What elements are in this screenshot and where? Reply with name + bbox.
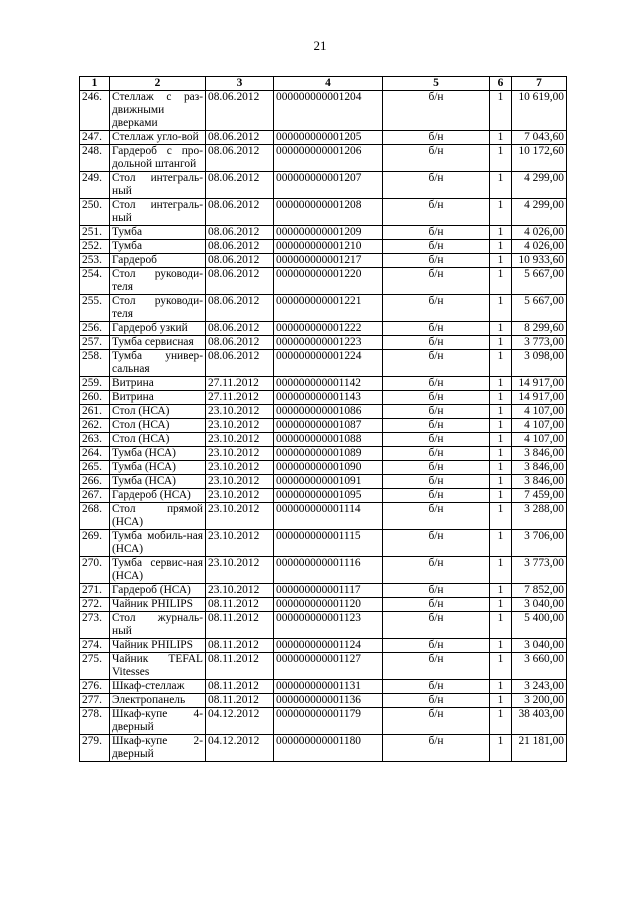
quantity: 1 (490, 145, 512, 172)
inventory-code: 000000000001127 (274, 653, 383, 680)
document-number: б/н (383, 489, 490, 503)
amount: 14 917,00 (512, 377, 567, 391)
table-row (80, 475, 567, 489)
item-name: Гардероб (НСА) (110, 489, 206, 503)
quantity: 1 (490, 322, 512, 336)
amount: 3 706,00 (512, 530, 567, 557)
amount: 3 773,00 (512, 336, 567, 350)
document-number: б/н (383, 254, 490, 268)
table-row (80, 145, 567, 172)
item-name: Гардероб (НСА) (110, 584, 206, 598)
quantity: 1 (490, 557, 512, 584)
column-header-col-name: 2 (110, 77, 206, 91)
row-number: 260. (80, 391, 110, 405)
document-number: б/н (383, 405, 490, 419)
row-number: 246. (80, 91, 110, 131)
amount: 3 846,00 (512, 447, 567, 461)
acquisition-date: 08.06.2012 (206, 350, 274, 377)
quantity: 1 (490, 405, 512, 419)
document-number: б/н (383, 172, 490, 199)
document-number: б/н (383, 336, 490, 350)
row-number: 256. (80, 322, 110, 336)
table-row (80, 240, 567, 254)
table-row (80, 377, 567, 391)
document-number: б/н (383, 91, 490, 131)
item-name: Шкаф-купе 4-дверный (110, 708, 206, 735)
inventory-table (79, 76, 567, 762)
inventory-code: 000000000001220 (274, 268, 383, 295)
item-name: Тумба сервис-ная (НСА) (110, 557, 206, 584)
inventory-code: 000000000001223 (274, 336, 383, 350)
table-row (80, 653, 567, 680)
quantity: 1 (490, 461, 512, 475)
table-row (80, 530, 567, 557)
item-name: Гардероб (110, 254, 206, 268)
acquisition-date: 08.06.2012 (206, 268, 274, 295)
item-name: Витрина (110, 377, 206, 391)
item-name: Тумба универ-сальная (110, 350, 206, 377)
inventory-code: 000000000001143 (274, 391, 383, 405)
item-name: Стол интеграль-ный (110, 172, 206, 199)
amount: 21 181,00 (512, 735, 567, 762)
document-number: б/н (383, 240, 490, 254)
acquisition-date: 23.10.2012 (206, 475, 274, 489)
acquisition-date: 27.11.2012 (206, 391, 274, 405)
acquisition-date: 23.10.2012 (206, 419, 274, 433)
acquisition-date: 08.06.2012 (206, 322, 274, 336)
amount: 5 400,00 (512, 612, 567, 639)
item-name: Витрина (110, 391, 206, 405)
acquisition-date: 23.10.2012 (206, 433, 274, 447)
document-number: б/н (383, 268, 490, 295)
amount: 3 040,00 (512, 639, 567, 653)
quantity: 1 (490, 530, 512, 557)
amount: 4 107,00 (512, 405, 567, 419)
quantity: 1 (490, 612, 512, 639)
amount: 5 667,00 (512, 268, 567, 295)
row-number: 257. (80, 336, 110, 350)
table-body (80, 91, 567, 762)
table-row (80, 708, 567, 735)
quantity: 1 (490, 680, 512, 694)
item-name: Тумба (110, 226, 206, 240)
item-name: Тумба (НСА) (110, 475, 206, 489)
amount: 4 299,00 (512, 172, 567, 199)
item-name: Тумба сервисная (110, 336, 206, 350)
quantity: 1 (490, 350, 512, 377)
quantity: 1 (490, 336, 512, 350)
acquisition-date: 27.11.2012 (206, 377, 274, 391)
amount: 8 299,60 (512, 322, 567, 336)
table-row (80, 268, 567, 295)
amount: 10 172,60 (512, 145, 567, 172)
item-name: Тумба мобиль-ная (НСА) (110, 530, 206, 557)
quantity: 1 (490, 475, 512, 489)
amount: 10 619,00 (512, 91, 567, 131)
inventory-code: 000000000001208 (274, 199, 383, 226)
acquisition-date: 08.06.2012 (206, 226, 274, 240)
item-name: Тумба (110, 240, 206, 254)
item-name: Стол руководи-теля (110, 268, 206, 295)
quantity: 1 (490, 584, 512, 598)
row-number: 264. (80, 447, 110, 461)
inventory-code: 000000000001087 (274, 419, 383, 433)
row-number: 258. (80, 350, 110, 377)
inventory-code: 000000000001221 (274, 295, 383, 322)
table-row (80, 226, 567, 240)
amount: 3 846,00 (512, 461, 567, 475)
acquisition-date: 23.10.2012 (206, 447, 274, 461)
column-header-col-sum: 7 (512, 77, 567, 91)
row-number: 267. (80, 489, 110, 503)
acquisition-date: 08.06.2012 (206, 199, 274, 226)
document-number: б/н (383, 199, 490, 226)
row-number: 279. (80, 735, 110, 762)
table-row (80, 639, 567, 653)
amount: 38 403,00 (512, 708, 567, 735)
acquisition-date: 08.06.2012 (206, 145, 274, 172)
quantity: 1 (490, 708, 512, 735)
quantity: 1 (490, 503, 512, 530)
quantity: 1 (490, 91, 512, 131)
document-number: б/н (383, 461, 490, 475)
amount: 4 299,00 (512, 199, 567, 226)
document-number: б/н (383, 598, 490, 612)
quantity: 1 (490, 131, 512, 145)
row-number: 276. (80, 680, 110, 694)
item-name: Стол журналь-ный (110, 612, 206, 639)
quantity: 1 (490, 268, 512, 295)
quantity: 1 (490, 172, 512, 199)
table-row (80, 131, 567, 145)
document-number: б/н (383, 377, 490, 391)
amount: 4 107,00 (512, 419, 567, 433)
inventory-code: 000000000001204 (274, 91, 383, 131)
table-row (80, 447, 567, 461)
table-row (80, 419, 567, 433)
table-row (80, 612, 567, 639)
inventory-code: 000000000001206 (274, 145, 383, 172)
document-number: б/н (383, 557, 490, 584)
amount: 10 933,60 (512, 254, 567, 268)
table-row (80, 680, 567, 694)
document-number: б/н (383, 226, 490, 240)
inventory-code: 000000000001209 (274, 226, 383, 240)
document-number: б/н (383, 322, 490, 336)
document-number: б/н (383, 419, 490, 433)
item-name: Чайник PHILIPS (110, 598, 206, 612)
row-number: 275. (80, 653, 110, 680)
acquisition-date: 23.10.2012 (206, 584, 274, 598)
amount: 3 040,00 (512, 598, 567, 612)
document-number: б/н (383, 735, 490, 762)
table-row (80, 503, 567, 530)
row-number: 252. (80, 240, 110, 254)
row-number: 261. (80, 405, 110, 419)
table-row (80, 433, 567, 447)
document-number: б/н (383, 639, 490, 653)
acquisition-date: 08.06.2012 (206, 336, 274, 350)
inventory-code: 000000000001207 (274, 172, 383, 199)
acquisition-date: 08.11.2012 (206, 612, 274, 639)
amount: 3 660,00 (512, 653, 567, 680)
amount: 7 459,00 (512, 489, 567, 503)
document-number: б/н (383, 350, 490, 377)
item-name: Тумба (НСА) (110, 447, 206, 461)
document-number: б/н (383, 530, 490, 557)
amount: 7 043,60 (512, 131, 567, 145)
inventory-code: 000000000001205 (274, 131, 383, 145)
item-name: Шкаф-стеллаж (110, 680, 206, 694)
quantity: 1 (490, 254, 512, 268)
amount: 3 288,00 (512, 503, 567, 530)
item-name: Стол (НСА) (110, 419, 206, 433)
amount: 3 098,00 (512, 350, 567, 377)
column-header-col-num: 1 (80, 77, 110, 91)
acquisition-date: 08.11.2012 (206, 694, 274, 708)
row-number: 249. (80, 172, 110, 199)
quantity: 1 (490, 295, 512, 322)
acquisition-date: 08.11.2012 (206, 639, 274, 653)
quantity: 1 (490, 419, 512, 433)
row-number: 263. (80, 433, 110, 447)
item-name: Стол руководи-теля (110, 295, 206, 322)
acquisition-date: 23.10.2012 (206, 405, 274, 419)
acquisition-date: 08.06.2012 (206, 295, 274, 322)
inventory-code: 000000000001088 (274, 433, 383, 447)
row-number: 248. (80, 145, 110, 172)
page-number: 21 (313, 38, 327, 53)
inventory-code: 000000000001120 (274, 598, 383, 612)
quantity: 1 (490, 598, 512, 612)
acquisition-date: 04.12.2012 (206, 735, 274, 762)
quantity: 1 (490, 653, 512, 680)
table-row (80, 694, 567, 708)
amount: 3 243,00 (512, 680, 567, 694)
quantity: 1 (490, 639, 512, 653)
row-number: 269. (80, 530, 110, 557)
document-number: б/н (383, 295, 490, 322)
table-row (80, 391, 567, 405)
table-row (80, 172, 567, 199)
inventory-code: 000000000001117 (274, 584, 383, 598)
document-number: б/н (383, 391, 490, 405)
document-number: б/н (383, 584, 490, 598)
amount: 14 917,00 (512, 391, 567, 405)
document-number: б/н (383, 447, 490, 461)
acquisition-date: 08.06.2012 (206, 131, 274, 145)
table-row (80, 598, 567, 612)
inventory-code: 000000000001136 (274, 694, 383, 708)
document-number: б/н (383, 612, 490, 639)
table-row (80, 254, 567, 268)
acquisition-date: 23.10.2012 (206, 557, 274, 584)
table-row (80, 735, 567, 762)
acquisition-date: 08.11.2012 (206, 680, 274, 694)
amount: 7 852,00 (512, 584, 567, 598)
item-name: Шкаф-купе 2-дверный (110, 735, 206, 762)
quantity: 1 (490, 447, 512, 461)
row-number: 270. (80, 557, 110, 584)
inventory-code: 000000000001210 (274, 240, 383, 254)
amount: 5 667,00 (512, 295, 567, 322)
inventory-code: 000000000001091 (274, 475, 383, 489)
item-name: Гардероб с про-дольной штангой (110, 145, 206, 172)
amount: 3 846,00 (512, 475, 567, 489)
amount: 4 107,00 (512, 433, 567, 447)
quantity: 1 (490, 694, 512, 708)
quantity: 1 (490, 489, 512, 503)
column-header-col-qty: 6 (490, 77, 512, 91)
acquisition-date: 08.11.2012 (206, 598, 274, 612)
quantity: 1 (490, 240, 512, 254)
table-row (80, 322, 567, 336)
document-number: б/н (383, 433, 490, 447)
inventory-code: 000000000001222 (274, 322, 383, 336)
table-row (80, 336, 567, 350)
acquisition-date: 23.10.2012 (206, 530, 274, 557)
item-name: Стол (НСА) (110, 405, 206, 419)
row-number: 259. (80, 377, 110, 391)
item-name: Электропанель (110, 694, 206, 708)
row-number: 266. (80, 475, 110, 489)
acquisition-date: 08.06.2012 (206, 91, 274, 131)
row-number: 250. (80, 199, 110, 226)
column-header-col-doc: 5 (383, 77, 490, 91)
row-number: 254. (80, 268, 110, 295)
acquisition-date: 08.06.2012 (206, 172, 274, 199)
table-row (80, 91, 567, 131)
inventory-code: 000000000001115 (274, 530, 383, 557)
inventory-code: 000000000001131 (274, 680, 383, 694)
row-number: 274. (80, 639, 110, 653)
acquisition-date: 08.11.2012 (206, 653, 274, 680)
table-row (80, 350, 567, 377)
row-number: 265. (80, 461, 110, 475)
item-name: Стол (НСА) (110, 433, 206, 447)
row-number: 268. (80, 503, 110, 530)
quantity: 1 (490, 735, 512, 762)
item-name: Чайник PHILIPS (110, 639, 206, 653)
table-row (80, 199, 567, 226)
item-name: Стол прямой (НСА) (110, 503, 206, 530)
inventory-code: 000000000001090 (274, 461, 383, 475)
document-number: б/н (383, 708, 490, 735)
document-number: б/н (383, 503, 490, 530)
quantity: 1 (490, 199, 512, 226)
table-row (80, 557, 567, 584)
inventory-code: 000000000001180 (274, 735, 383, 762)
table-row (80, 584, 567, 598)
amount: 3 200,00 (512, 694, 567, 708)
table-row (80, 295, 567, 322)
inventory-code: 000000000001123 (274, 612, 383, 639)
inventory-code: 000000000001124 (274, 639, 383, 653)
table-row (80, 489, 567, 503)
row-number: 273. (80, 612, 110, 639)
document-number: б/н (383, 694, 490, 708)
row-number: 277. (80, 694, 110, 708)
inventory-code: 000000000001116 (274, 557, 383, 584)
acquisition-date: 08.06.2012 (206, 254, 274, 268)
row-number: 271. (80, 584, 110, 598)
row-number: 247. (80, 131, 110, 145)
acquisition-date: 04.12.2012 (206, 708, 274, 735)
document-number: б/н (383, 680, 490, 694)
row-number: 262. (80, 419, 110, 433)
acquisition-date: 23.10.2012 (206, 503, 274, 530)
column-header-col-date: 3 (206, 77, 274, 91)
inventory-code: 000000000001089 (274, 447, 383, 461)
inventory-code: 000000000001217 (274, 254, 383, 268)
inventory-code: 000000000001224 (274, 350, 383, 377)
item-name: Гардероб узкий (110, 322, 206, 336)
amount: 4 026,00 (512, 226, 567, 240)
row-number: 253. (80, 254, 110, 268)
amount: 3 773,00 (512, 557, 567, 584)
quantity: 1 (490, 226, 512, 240)
item-name: Стеллаж с раз-движными дверками (110, 91, 206, 131)
acquisition-date: 08.06.2012 (206, 240, 274, 254)
table-row (80, 461, 567, 475)
document-number: б/н (383, 145, 490, 172)
column-header-col-code: 4 (274, 77, 383, 91)
inventory-code: 000000000001142 (274, 377, 383, 391)
row-number: 251. (80, 226, 110, 240)
table-header-row (80, 77, 567, 91)
row-number: 278. (80, 708, 110, 735)
row-number: 272. (80, 598, 110, 612)
inventory-code: 000000000001086 (274, 405, 383, 419)
quantity: 1 (490, 433, 512, 447)
item-name: Стол интеграль-ный (110, 199, 206, 226)
inventory-code: 000000000001114 (274, 503, 383, 530)
row-number: 255. (80, 295, 110, 322)
item-name: Чайник TEFAL Vitesses (110, 653, 206, 680)
amount: 4 026,00 (512, 240, 567, 254)
quantity: 1 (490, 377, 512, 391)
quantity: 1 (490, 391, 512, 405)
item-name: Стеллаж угло-вой (110, 131, 206, 145)
inventory-code: 000000000001179 (274, 708, 383, 735)
document-number: б/н (383, 475, 490, 489)
acquisition-date: 23.10.2012 (206, 461, 274, 475)
item-name: Тумба (НСА) (110, 461, 206, 475)
document-number: б/н (383, 653, 490, 680)
document-number: б/н (383, 131, 490, 145)
acquisition-date: 23.10.2012 (206, 489, 274, 503)
table-row (80, 405, 567, 419)
inventory-code: 000000000001095 (274, 489, 383, 503)
